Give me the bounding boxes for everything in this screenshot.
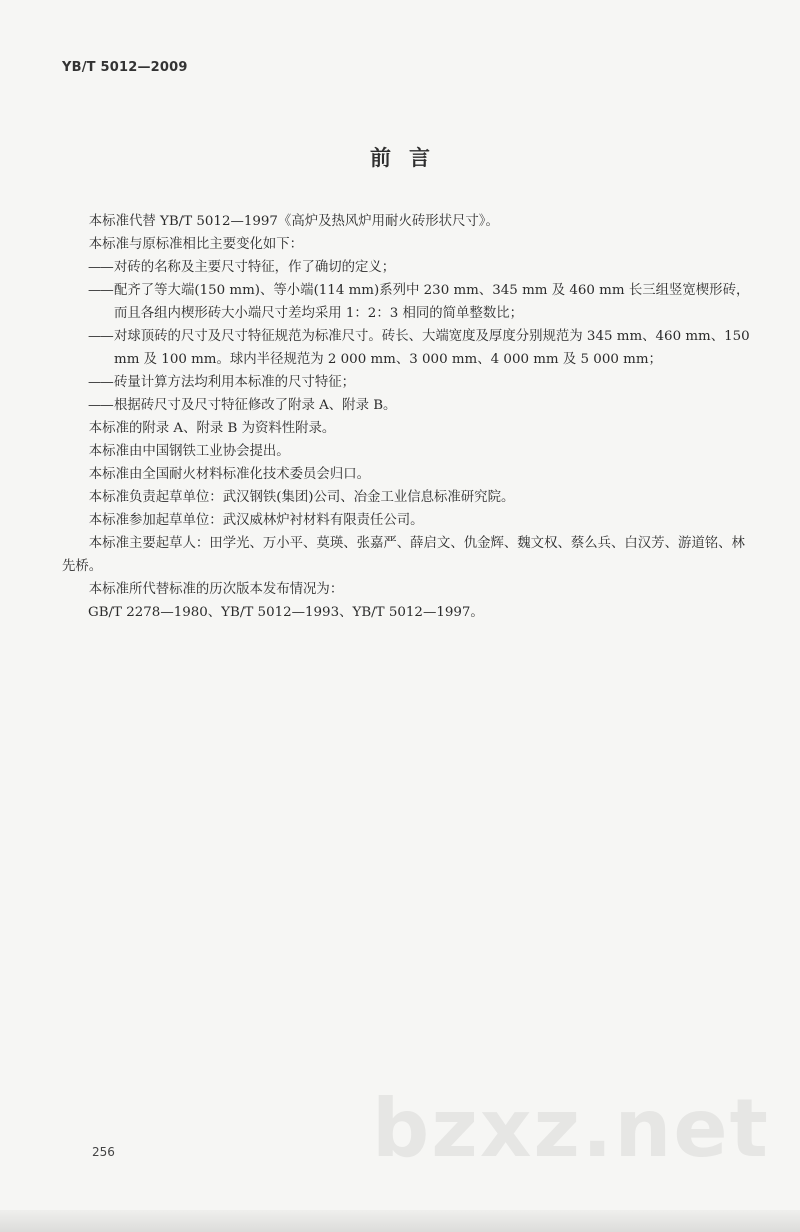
dash-mark: ——	[88, 260, 113, 275]
foreword-body	[62, 210, 756, 624]
change-item-text: 对球顶砖的尺寸及尺寸特征规范为标准尺寸。砖长、大端宽度及厚度分别规范为 345 mm、460 mm、150 mm 及 100 mm。球内半径规范为 2 000 mm、3 000 mm、4 000 mm 及 5 000 mm；	[114, 329, 750, 367]
paragraph-drafters: 本标准主要起草人：田学光、万小平、莫瑛、张嘉严、薛启文、仇金辉、魏文权、蔡么兵、白汉芳、游道铭、林先桥。	[62, 536, 745, 574]
dash-mark: ——	[88, 375, 113, 390]
paragraph-appendix: 本标准的附录 A、附录 B 为资料性附录。	[88, 421, 336, 436]
dash-mark: ——	[88, 398, 113, 413]
change-item-text: 砖量计算方法均利用本标准的尺寸特征；	[114, 375, 356, 390]
paragraph-changes-intro: 本标准与原标准相比主要变化如下：	[88, 237, 304, 252]
paragraph-lead-drafter: 本标准负责起草单位：武汉钢铁(集团)公司、冶金工业信息标准研究院。	[88, 490, 515, 505]
dash-mark: ——	[88, 329, 113, 344]
change-item	[62, 371, 756, 394]
paragraph-proposer: 本标准由中国钢铁工业协会提出。	[88, 444, 290, 459]
standard-code-header: YB/T 5012—2009	[62, 60, 188, 75]
scan-bottom-edge	[0, 1210, 800, 1232]
paragraph-replaces: 本标准代替 YB/T 5012—1997《高炉及热风炉用耐火砖形状尺寸》。	[88, 214, 499, 229]
paragraph-participating-drafter: 本标准参加起草单位：武汉威林炉衬材料有限责任公司。	[88, 513, 424, 528]
watermark-text: bzxz.net	[372, 1082, 770, 1175]
change-item-text: 对砖的名称及主要尺寸特征，作了确切的定义；	[114, 260, 396, 275]
change-item	[62, 256, 756, 279]
paragraph-history-intro: 本标准所代替标准的历次版本发布情况为：	[88, 582, 344, 597]
change-item	[62, 325, 756, 371]
dash-mark: ——	[88, 283, 113, 298]
change-item-text: 根据砖尺寸及尺寸特征修改了附录 A、附录 B。	[114, 398, 397, 413]
change-item	[62, 279, 756, 325]
change-item-text: 配齐了等大端(150 mm)、等小端(114 mm)系列中 230 mm、345 mm 及 460 mm 长三组竖宽楔形砖，而且各组内楔形砖大小端尺寸差均采用 1：2：3 相同的简单整数比；	[114, 283, 750, 321]
page-title: 前言	[370, 146, 448, 170]
paragraph-committee: 本标准由全国耐火材料标准化技术委员会归口。	[88, 467, 370, 482]
change-item	[62, 394, 756, 417]
page-number: 256	[92, 1145, 115, 1159]
paragraph-history-list: GB/T 2278—1980、YB/T 5012—1993、YB/T 5012—1997。	[88, 605, 484, 620]
